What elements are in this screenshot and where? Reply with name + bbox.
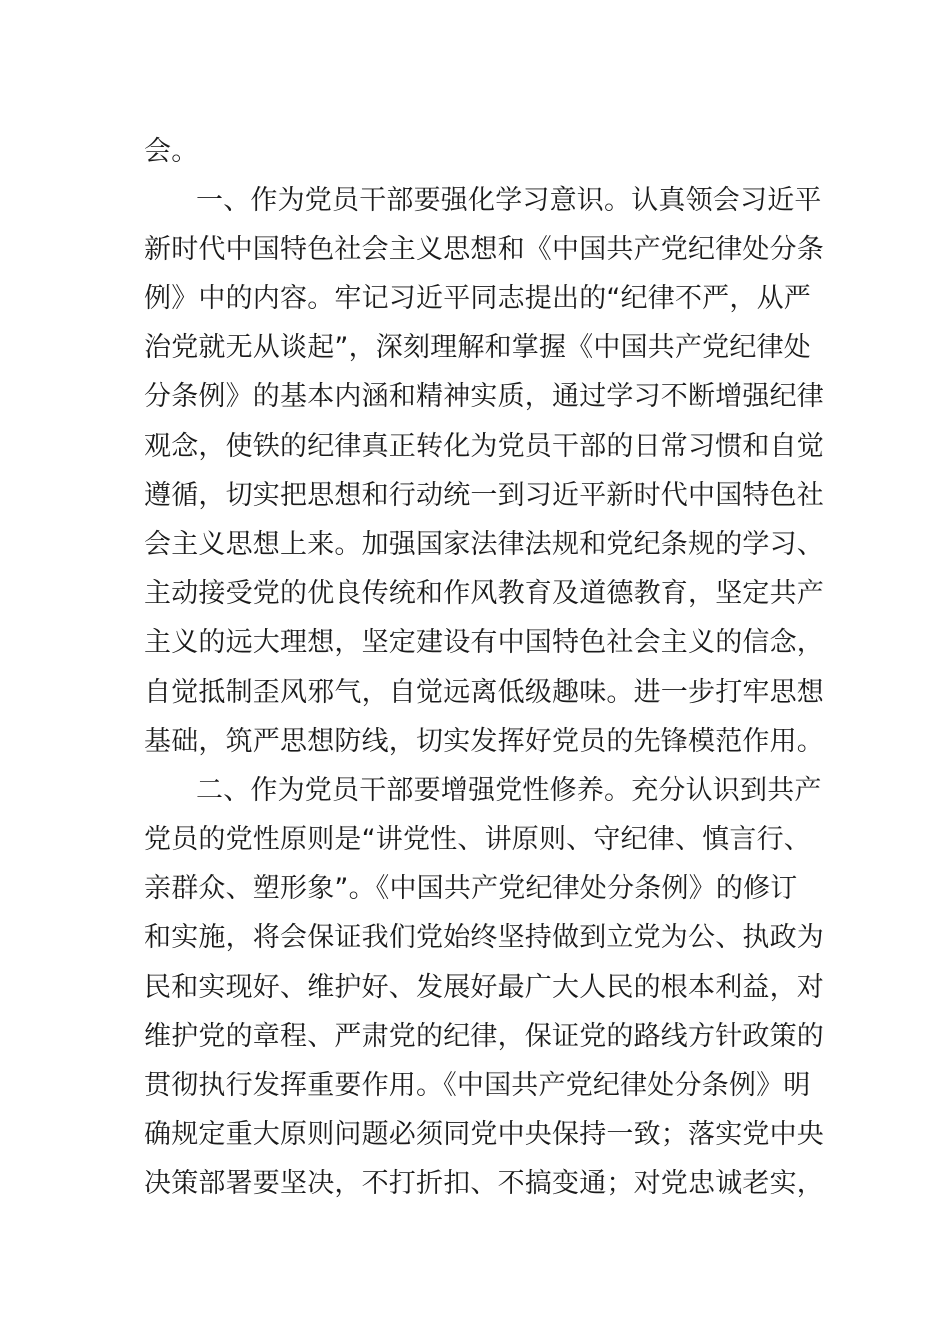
text-line: 会主义思想上来。加强国家法律法规和党纪条规的学习、: [144, 529, 824, 560]
text-line: 新时代中国特色社会主义思想和《中国共产党纪律处分条: [144, 234, 824, 265]
paragraph-1-heading: 一、作为党员干部要强化学习意识。认真领会习近平: [196, 185, 822, 216]
text-line: 贯彻执行发挥重要作用。《中国共产党纪律处分条例》明: [144, 1070, 811, 1101]
text-line: 主义的远大理想，坚定建设有中国特色社会主义的信念，: [144, 627, 824, 658]
text-line: 治党就无从谈起”，深刻理解和掌握《中国共产党纪律处: [144, 332, 811, 363]
text-line: 确规定重大原则问题必须同党中央保持一致；落实党中央: [144, 1119, 824, 1150]
text-line: 遵循，切实把思想和行动统一到习近平新时代中国特色社: [144, 480, 824, 511]
text-line: 维护党的章程、严肃党的纪律，保证党的路线方针政策的: [144, 1021, 824, 1052]
text-line: 亲群众、塑形象”。《中国共产党纪律处分条例》的修订: [144, 873, 798, 904]
text-line: 决策部署要坚决，不打折扣、不搞变通；对党忠诚老实，: [144, 1168, 824, 1199]
text-line: 民和实现好、维护好、发展好最广大人民的根本利益，对: [144, 972, 824, 1003]
text-line: 党员的党性原则是“讲党性、讲原则、守纪律、慎言行、: [144, 824, 811, 855]
text-line: 主动接受党的优良传统和作风教育及道德教育，坚定共产: [144, 578, 824, 609]
paragraph-2-heading: 二、作为党员干部要增强党性修养。充分认识到共产: [196, 775, 822, 806]
text-line: 会。: [144, 136, 199, 167]
text-line: 例》中的内容。牢记习近平同志提出的“纪律不严，从严: [144, 283, 811, 314]
text-line: 基础，筑严思想防线，切实发挥好党员的先锋模范作用。: [144, 726, 824, 757]
text-line: 分条例》的基本内涵和精神实质，通过学习不断增强纪律: [144, 381, 824, 412]
text-line: 自觉抵制歪风邪气，自觉远离低级趣味。进一步打牢思想: [144, 677, 824, 708]
text-line: 和实施，将会保证我们党始终坚持做到立党为公、执政为: [144, 922, 824, 953]
text-line: 观念，使铁的纪律真正转化为党员干部的日常习惯和自觉: [144, 431, 824, 462]
